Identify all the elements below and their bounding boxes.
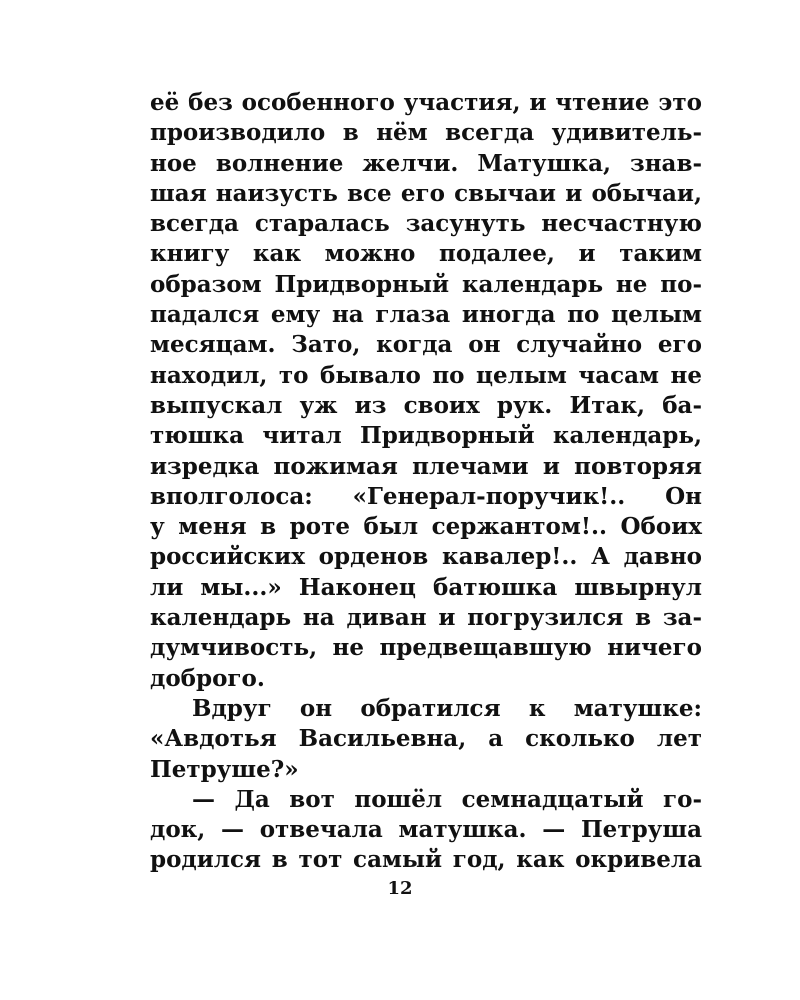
text-line: Вдруг он обратился к матушке: [192, 694, 702, 722]
text-line: ли мы...» Наконец батюшка швырнул [150, 573, 702, 601]
text-line: родился в тот самый год, как окривела [150, 846, 702, 874]
text-line: док, — отвечала матушка. — Петруша [150, 816, 702, 844]
body-text [150, 88, 702, 876]
text-line: Петруше?» [150, 755, 299, 783]
text-line: у меня в роте был сержантом!.. Обоих [150, 513, 702, 541]
text-line: российских орденов кавалер!.. А давно [150, 543, 702, 571]
text-line: — Да вот пошёл семнадцатый го- [192, 785, 702, 813]
text-line: образом Придворный календарь не по- [150, 270, 702, 298]
text-line: «Авдотья Васильевна, а сколько лет [150, 725, 702, 753]
text-line: падался ему на глаза иногда по целым [150, 301, 702, 329]
text-line: ное волнение желчи. Матушка, знав- [150, 149, 702, 177]
text-line: производило в нём всегда удивитель- [150, 119, 702, 147]
text-line: находил, то бывало по целым часам не [150, 361, 702, 389]
text-line: думчивость, не предвещавшую ничего [150, 634, 702, 662]
text-line: месяцам. Зато, когда он случайно его [150, 331, 702, 359]
text-line: выпускал уж из своих рук. Итак, ба- [150, 391, 702, 419]
text-line: тюшка читал Придворный календарь, [150, 422, 702, 450]
text-line: всегда старалась засунуть несчастную [150, 210, 702, 238]
text-line: изредка пожимая плечами и повторяя [150, 452, 702, 480]
text-line: шая наизусть все его свычаи и обычаи, [150, 179, 702, 207]
text-line: её без особенного участия, и чтение это [150, 89, 702, 116]
text-line: доброго. [150, 664, 265, 692]
text-line: вполголоса: «Генерал-поручик!.. Он [150, 482, 702, 510]
page-number: 12 [387, 878, 413, 899]
text-line: книгу как можно подалее, и таким [150, 240, 702, 268]
text-line: календарь на диван и погрузился в за- [150, 604, 702, 632]
